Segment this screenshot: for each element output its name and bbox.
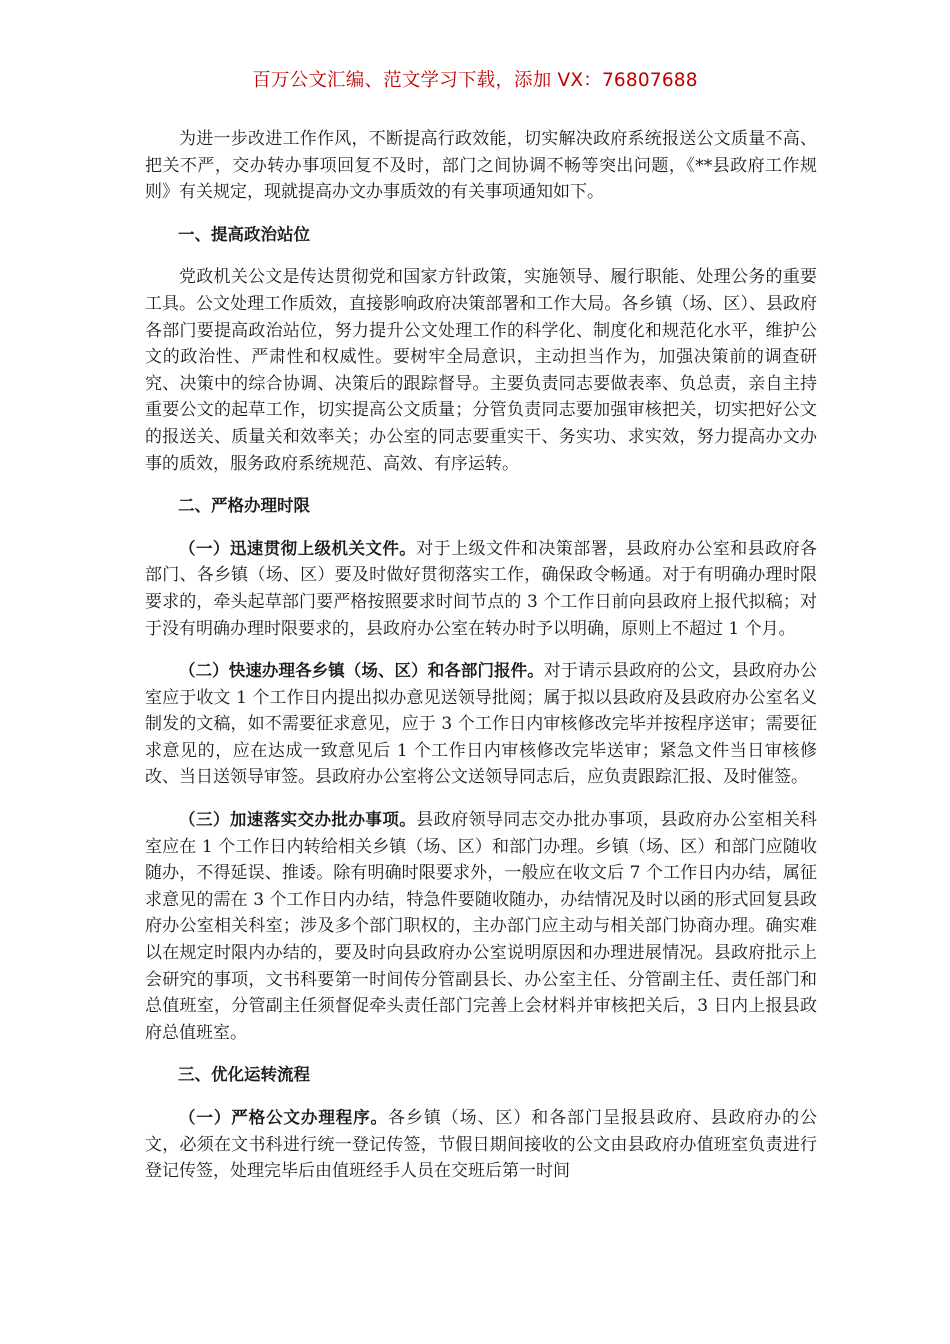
promo-header: 百万公文汇编、范文学习下载，添加 VX：76807688 — [252, 70, 698, 91]
section-1-paragraph: 党政机关公文是传达贯彻党和国家方针政策，实施领导、履行职能、处理公务的重要工具。公文处理工作质效，直接影响政府决策部署和工作大局。各乡镇（场、区）、县政府各部门要提高政治站位，努力提升公文处理工作的科学化、制度化和规范化水平，维护公文的政治性、严肃性和权威性。要树牢全局意识，主动担当作为，加强决策前的调查研究、决策中的综合协调、决策后的跟踪督导。主要负责同志要做表率、负总责，亲自主持重要公文的起草工作，切实提高公文质量；分管负责同志要加强审核把关，切实把好公文的报送关、质量关和效率关；办公室的同志要重实干、务实功、求实效，努力提高办文办事的质效，服务政府系统规范、高效、有序运转。 — [145, 267, 817, 474]
item-lead: （一）迅速贯彻上级机关文件。 — [179, 538, 417, 558]
item-lead: （一）严格公文办理程序。 — [179, 1108, 388, 1127]
intro-paragraph: 为进一步改进工作作风，不断提高行政效能，切实解决政府系统报送公文质量不高、把关不严，交办转办事项回复不及时，部门之间协调不畅等突出问题，《**县政府工作规则》有关规定，现就提高办文办事质效的有关事项通知如下。 — [145, 129, 817, 203]
item-lead: （二）快速办理各乡镇（场、区）和各部门报件。 — [179, 661, 544, 681]
section-heading-2: 二、严格办理时限 — [178, 496, 310, 516]
item-lead: （三）加速落实交办批办事项。 — [179, 810, 417, 830]
document-body — [145, 126, 817, 1201]
item-body: 对于上级文件和决策部署，县政府办公室和县政府各部门、各乡镇（场、区）要及时做好贯彻落实工作，确保政令畅通。对于有明确办理时限要求的，牵头起草部门要严格按照要求时间节点的 3 个工作日前向县政府上报代拟稿；对于没有明确办理时限要求的，县政府办公室在转办时予以明确，原则上不超过 1 个月。 — [145, 538, 818, 639]
item-body: 对于请示县政府的公文，县政府办公室应于收文 1 个工作日内提出拟办意见送领导批阅；属于拟以县政府及县政府办公室名义制发的文稿，如不需要征求意见，应于 3 个工作日内审核修改完毕并按程序送审；需要征求意见的，应在达成一致意见后 1 个工作日内审核修改完毕送审；紧急文件当日审核修改、当日送领导审签。县政府办公室将公文送领导同志后，应负责跟踪汇报、及时催签。 — [145, 661, 818, 788]
section-heading-1: 一、提高政治站位 — [178, 224, 310, 244]
section-heading-3: 三、优化运转流程 — [178, 1065, 310, 1085]
item-body: 县政府领导同志交办批办事项，县政府办公室相关科室应在 1 个工作日内转给相关乡镇（场、区）和部门办理。乡镇（场、区）和部门应随收随办，不得延误、推诿。除有明确时限要求外，一般应在收文后 7 个工作日内办结，属征求意见的需在 3 个工作日内办结，特急件要随收随办，办结情况及时以函的形式回复县政府办公室相关科室；涉及多个部门职权的，主办部门应主动与相关部门协商办理。确实难以在规定时限内办结的，要及时向县政府办公室说明原因和办理进展情况。县政府批示上会研究的事项，文书科要第一时间传分管副县长、办公室主任、分管副主任、责任部门和总值班室，分管副主任须督促牵头责任部门完善上会材料并审核把关后，3 日内上报县政府总值班室。 — [145, 810, 818, 1043]
section-3-item-1 — [145, 1105, 817, 1185]
section-2-item-1 — [145, 536, 817, 642]
section-2-item-3 — [145, 807, 817, 1046]
section-2-item-2 — [145, 658, 817, 791]
item-body: 各乡镇（场、区）和各部门呈报县政府、县政府办的公文，必须在文书科进行统一登记传签，节假日期间接收的公文由县政府办值班室负责进行登记传签，处理完毕后由值班经手人员在交班后第一时间 — [145, 1108, 818, 1182]
